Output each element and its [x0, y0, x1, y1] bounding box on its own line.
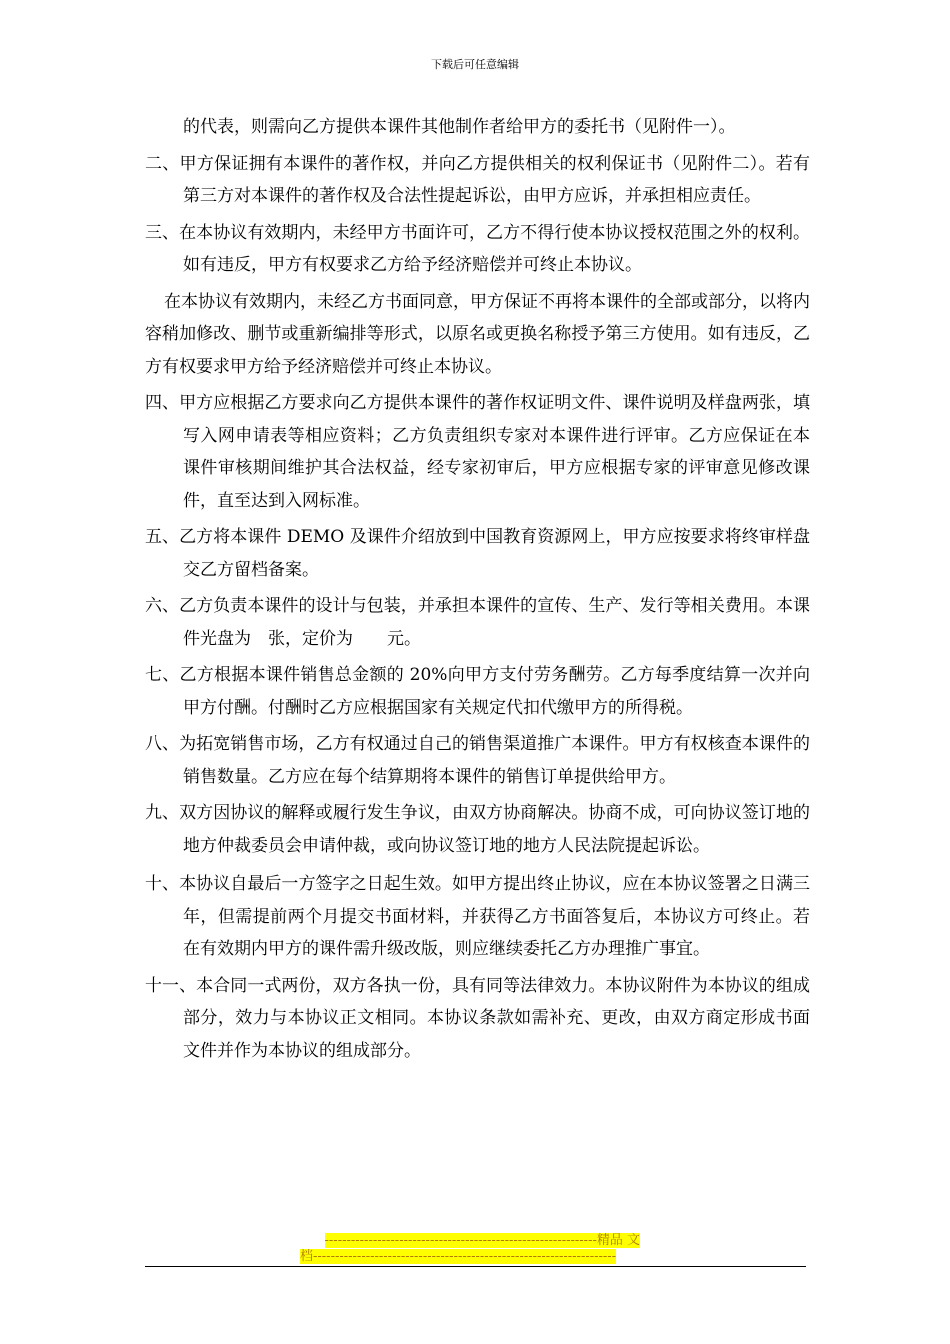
clause-paragraph: 八、为拓宽销售市场，乙方有权通过自己的销售渠道推广本课件。甲方有权核查本课件的销售数量。乙方应在每个结算期将本课件的销售订单提供给甲方。: [145, 734, 810, 787]
agreement-body: [145, 111, 810, 1071]
clause-paragraph: 二、甲方保证拥有本课件的著作权，并向乙方提供相关的权利保证书（见附件二）。若有第三方对本课件的著作权及合法性提起诉讼，由甲方应诉，并承担相应责任。: [145, 153, 810, 206]
footer-watermark-line-1: [300, 1232, 640, 1249]
clause-paragraph: 十一、本合同一式两份，双方各执一份，具有同等法律效力。本协议附件为本协议的组成部分，效力与本协议正文相同。本协议条款如需补充、更改，由双方商定形成书面文件并作为本协议的组成部分。: [145, 975, 810, 1061]
footer-watermark-text-2: 档---------------------------------------------------------------------: [300, 1249, 617, 1264]
clause-paragraph: 七、乙方根据本课件销售总金额的 20%向甲方支付劳务酬劳。乙方每季度结算一次并向甲方付酬。付酬时乙方应根据国家有关规定代扣代缴甲方的所得税。: [145, 665, 810, 718]
clause-paragraph: 十、本协议自最后一方签字之日起生效。如甲方提出终止协议，应在本协议签署之日满三年，但需提前两个月提交书面材料，并获得乙方书面答复后，本协议方可终止。若在有效期内甲方的课件需升级改版，则应继续委托乙方办理推广事宜。: [145, 874, 810, 959]
footer-watermark-line-2: [300, 1248, 650, 1265]
footer-divider: [145, 1266, 806, 1267]
clause-paragraph: 四、甲方应根据乙方要求向乙方提供本课件的著作权证明文件、课件说明及样盘两张，填写入网申请表等相应资料；乙方负责组织专家对本课件进行评审。乙方应保证在本课件审核期间维护其合法权益，经专家初审后，甲方应根据专家的评审意见修改课件，直至达到入网标准。: [145, 393, 810, 511]
clause-paragraph: 的代表，则需向乙方提供本课件其他制作者给甲方的委托书（见附件一）。: [183, 117, 736, 137]
page-header: 下载后可任意编辑: [431, 58, 519, 71]
clause-paragraph: 九、双方因协议的解释或履行发生争议，由双方协商解决。协商不成，可向协议签订地的地方仲裁委员会申请仲裁，或向协议签订地的地方人民法院提起诉讼。: [145, 803, 810, 856]
clause-paragraph: 六、乙方负责本课件的设计与包装，并承担本课件的宣传、生产、发行等相关费用。本课件光盘为 张，定价为 元。: [145, 596, 810, 649]
footer-watermark-text-1: --------------------------------------------------------------精品 文: [324, 1233, 640, 1248]
clause-paragraph: 在本协议有效期内，未经乙方书面同意，甲方保证不再将本课件的全部或部分，以将内容稍加修改、删节或重新编排等形式，以原名或更换名称授予第三方使用。如有违反，乙方有权要求甲方给予经济赔偿并可终止本协议。: [145, 291, 810, 377]
clause-paragraph: 五、乙方将本课件 DEMO 及课件介绍放到中国教育资源网上，甲方应按要求将终审样盘交乙方留档备案。: [145, 527, 810, 580]
clause-paragraph: 三、在本协议有效期内，未经甲方书面许可，乙方不得行使本协议授权范围之外的权利。如有违反，甲方有权要求乙方给予经济赔偿并可终止本协议。: [145, 222, 810, 275]
